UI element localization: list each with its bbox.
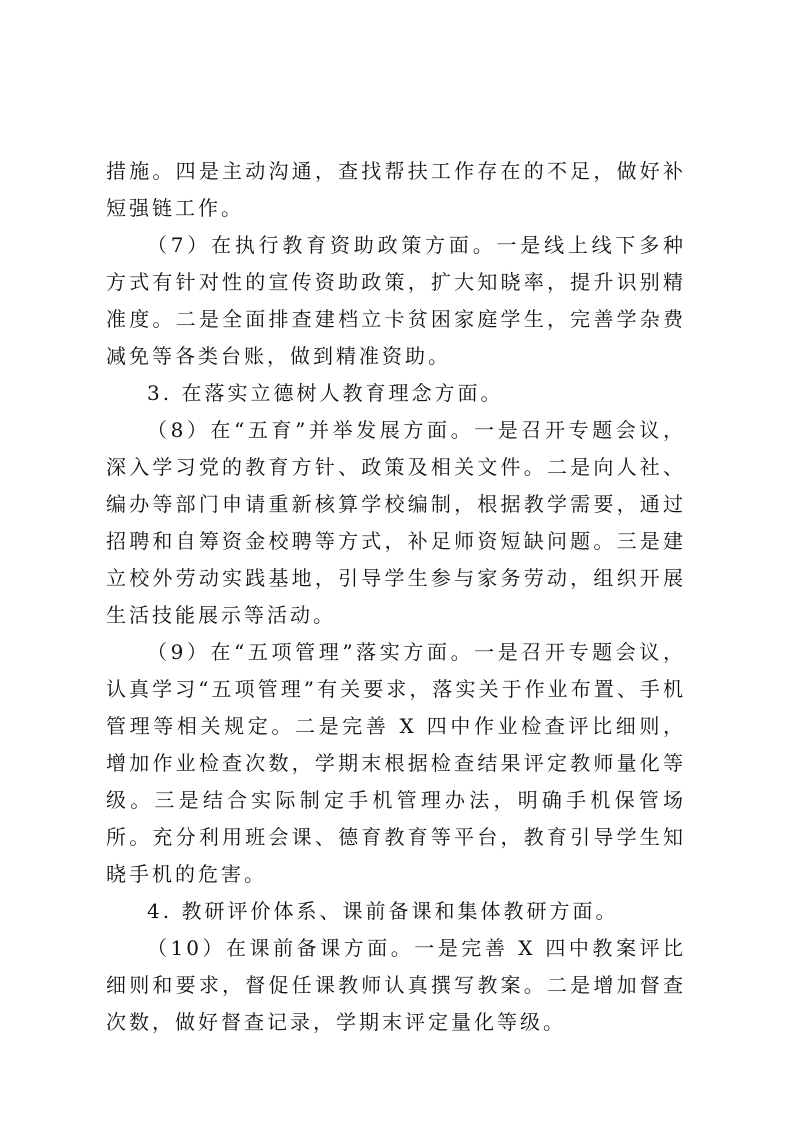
section-heading-4: 4. 教研评价体系、课前备课和集体教研方面。 bbox=[147, 899, 619, 923]
section-heading-3: 3. 在落实立德树人教育理念方面。 bbox=[147, 381, 504, 405]
paragraph-continuation: 措施。四是主动沟通，查找帮扶工作存在的不足，做好补短强链工作。 bbox=[106, 159, 686, 220]
paragraph-item-9: （9）在“五项管理”落实方面。一是召开专题会议，认真学习“五项管理”有关要求，落实关于作业布置、手机管理等相关规定。二是完善 X 四中作业检查评比细则，增加作业检查次数，学期末根据检查结果评定教师量化等级。三是结合实际制定手机管理办法，明确手机保管场所。充分利用班会课、德育教育等平台，教育引导学生知晓手机的危害。 bbox=[106, 640, 686, 886]
document-body bbox=[106, 153, 686, 1041]
paragraph-item-7: （7）在执行教育资助政策方面。一是线上线下多种方式有针对性的宣传资助政策，扩大知晓率，提升识别精准度。二是全面排查建档立卡贫困家庭学生，完善学杂费减免等各类台账，做到精准资助。 bbox=[106, 233, 686, 368]
paragraph-item-10: （10）在课前备课方面。一是完善 X 四中教案评比细则和要求，督促任课教师认真撰写教案。二是增加督查次数，做好督查记录，学期末评定量化等级。 bbox=[106, 936, 686, 1034]
paragraph-item-8: （8）在“五育”并举发展方面。一是召开专题会议，深入学习党的教育方针、政策及相关文件。二是向人社、编办等部门申请重新核算学校编制，根据教学需要，通过招聘和自筹资金校聘等方式，补足师资短缺问题。三是建立校外劳动实践基地，引导学生参与家务劳动，组织开展生活技能展示等活动。 bbox=[106, 418, 686, 627]
